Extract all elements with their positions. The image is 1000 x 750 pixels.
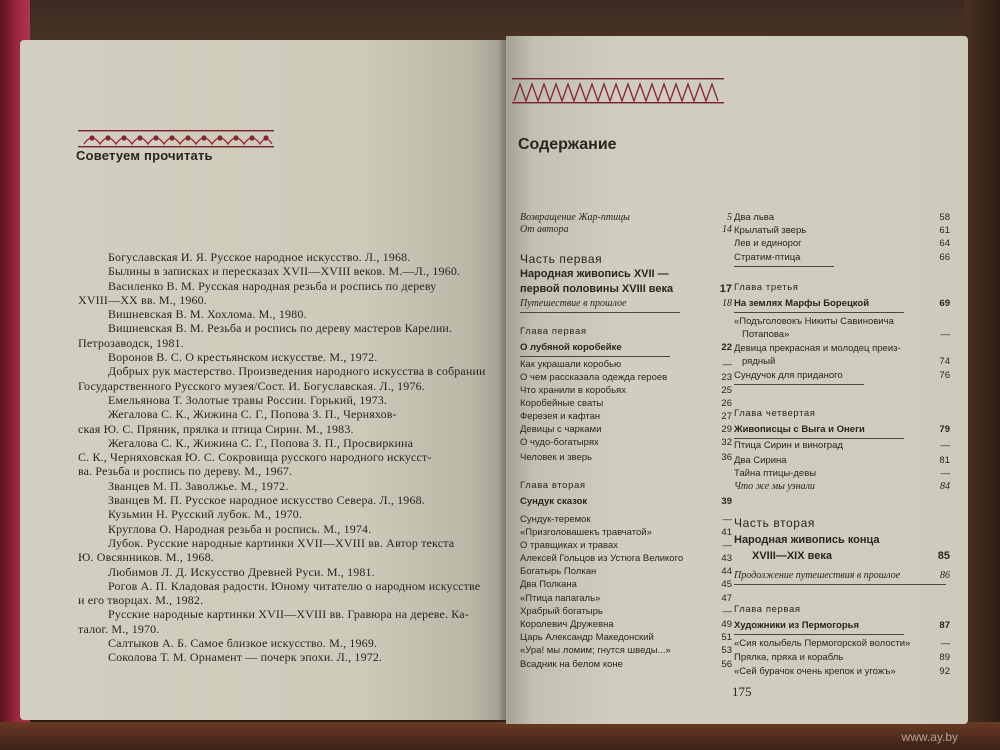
bibliography-line: Жегалова С. К., Жижина С. Г., Попова З. П., Просвиркина [108,435,414,450]
toc-entry-page: — [722,514,732,525]
toc-entry-title: Девица прекрасная и молодец преиз- [734,343,901,354]
toc-entry-title: рядный [742,356,776,367]
toc-entry-title: Ферезея и кафтан [520,411,601,422]
toc-entry-page: 51 [721,632,732,643]
toc-entry-page: 43 [721,553,732,564]
toc-entry-page: 39 [721,496,732,507]
toc-entry-title: Что же мы узнали [734,481,815,492]
toc-entry-page: 76 [939,370,950,381]
toc-entry-page: — [940,468,950,479]
toc-entry-title: Девицы с чарками [520,424,602,435]
toc-entry-title: «Подъголовокъ Никиты Савиновича [734,316,894,327]
toc-divider [734,438,904,439]
toc-entry-page: 58 [939,212,950,223]
toc-entry-title: «Сей бурачок очень крепок и угожъ» [734,666,896,677]
bibliography-line: Кузьмин Н. Русский лубок. М., 1970. [108,507,303,522]
bibliography-line: Русские народные картинки XVII—XVIII вв. Гравюра на дереве. Ка- [108,607,469,622]
toc-entry-title: Продолжение путешествия в прошлое [734,570,901,581]
toc-entry-title: Сундук-теремок [520,514,591,525]
toc-entry-title: «Ура! мы ломим; гнутся шведы...» [520,645,671,656]
toc-entry-page: 5 [727,212,732,223]
bibliography-line: ва. Резьба и роспись по дереву. М., 1967. [78,464,293,479]
bibliography-line: Лубок. Русские народные картинки XVII—XVIII вв. Автор текста [108,535,455,550]
toc-entry-title: О травщиках и травах [520,540,618,551]
toc-entry-title: Тайна птицы-девы [734,468,817,479]
toc-entry-title: Глава первая [734,604,801,615]
toc-entry-title: Всадник на белом коне [520,659,623,670]
toc-entry-page: 47 [721,593,732,604]
left-page [20,40,506,720]
toc-entry-title: «Призголовашекъ травчатой» [520,527,652,538]
book-cover-bottom [0,722,1000,750]
toc-entry-title: Два Сирина [734,455,787,466]
toc-entry-page: 81 [939,455,950,466]
bibliography-line: Званцев М. П. Русское народное искусство Севера. Л., 1968. [108,493,425,508]
toc-entry-title: О чудо-богатырях [520,437,599,448]
bibliography-line: Емельянова Т. Золотые травы России. Горький, 1973. [108,392,388,407]
bibliography-line: Василенко В. М. Русская народная резьба и роспись по дереву [108,278,437,293]
toc-entry-title: Коробейные сваты [520,398,604,409]
bibliography-line: Любимов Л. Д. Искусство Древней Руси. М., 1981. [108,564,375,579]
toc-entry-title: Что хранили в коробьях [520,385,626,396]
page-number: 175 [732,684,752,699]
toc-divider [520,356,670,357]
toc-entry-title: Народная живопись конца [734,534,880,546]
toc-entry-page: — [940,638,950,649]
right-page [506,36,968,724]
toc-entry-title: На землях Марфы Борецкой [734,298,870,309]
toc-entry-title: Глава первая [520,326,587,337]
toc-divider [520,312,680,313]
toc-entry-title: Глава четвертая [734,408,816,419]
toc-entry-title: Глава третья [734,282,799,293]
toc-entry-page: 22 [721,342,732,353]
ornament-band-icon [78,88,274,150]
bibliography-line: Жегалова С. К., Жижина С. Г., Попова З. П., Черняхов- [108,407,397,422]
toc-entry-page: 86 [940,570,950,581]
toc-entry-title: Глава вторая [520,480,586,491]
toc-entry-page: 53 [721,645,732,656]
toc-entry-page: 44 [721,566,732,577]
toc-entry-title: Два Полкана [520,579,577,590]
toc-entry-page: 27 [721,411,732,422]
toc-entry-page: — [722,540,732,551]
bibliography-line: Богуславская И. Я. Русское народное искусство. Л., 1968. [108,250,411,264]
toc-entry-title: Богатырь Полкан [520,566,597,577]
toc-entry-title: «Сия колыбель Пермогорской волости» [734,638,911,649]
bibliography-line: С. К., Черняховская Ю. С. Сокровища русского народного искусст- [78,450,432,465]
toc-entry-title: Храбрый богатырь [520,606,603,617]
toc-entry-title: Художники из Пермогорья [734,620,860,631]
toc-entry-title: Часть вторая [734,516,815,530]
toc-entry-title: Алексей Гольцов из Устюга Великого [520,553,684,564]
toc-entry-page: 87 [939,620,950,631]
watermark: www.ay.by [901,730,958,744]
toc-entry-title: Сундук сказок [520,496,588,507]
toc-divider [734,584,946,585]
bibliography-line: Званцев М. П. Заволжье. М., 1972. [108,478,289,493]
bibliography-line: Добрых рук мастерство. Произведения народного искусства в собрании [108,364,486,379]
toc-entry-page: 41 [721,527,732,538]
toc-entry-title: Крылатый зверь [734,225,807,236]
bibliography-line: талог. М., 1970. [78,621,160,636]
toc-entry-title: Стратим-птица [734,252,801,263]
bibliography-list [78,250,498,665]
toc-entry-title: От автора [520,224,569,235]
bibliography-line: Салтыков А. Б. Самое близкое искусство. М., 1969. [108,636,378,651]
toc-entry-title: первой половины XVIII века [520,283,674,295]
toc-entry-page: 66 [939,252,950,263]
toc-entry-title: Как украшали коробью [520,359,622,370]
toc-entry-page: 79 [939,424,950,435]
toc-entry-title: Живописцы с Выга и Онеги [734,424,865,435]
toc-entry-page: 89 [939,652,950,663]
toc-entry-title: Потапова» [742,329,790,340]
toc-entry-page: 69 [939,298,950,309]
page-heading: Советуем прочитать [76,148,213,163]
toc-title: Содержание [518,136,617,153]
toc-entry-page: 36 [721,452,732,463]
toc-entry-title: XVIII—XIX века [752,550,832,562]
toc-entry-page: — [940,329,950,340]
toc-entry-page: 45 [721,579,732,590]
bibliography-line: Вишневская В. М. Резьба и роспись по дереву мастеров Карелии. [108,321,453,336]
toc-entry-title: Человек и зверь [520,452,593,463]
bibliography-line: ская Ю. С. Пряник, прялка и птица Сирин. М., 1983. [78,421,354,436]
toc-entry-title: Царь Александр Македонский [520,632,654,643]
toc-entry-title: О чем рассказала одежда героев [520,372,668,383]
toc-entry-title: Лев и единорог [734,238,802,249]
toc-entry-page: — [722,359,732,370]
toc-divider [734,634,904,635]
bibliography-line: XVIII—XX вв. М., 1960. [78,292,207,307]
toc-entry-title: Королевич Дружевна [520,619,614,630]
toc-entry-title: Сундучок для приданого [734,370,843,381]
toc-entry-page: 25 [721,385,732,396]
bibliography-line: Ю. Овсянников. М., 1968. [78,550,214,565]
bibliography-line: Воронов В. С. О крестьянском искусстве. М., 1972. [108,350,378,365]
toc-entry-page: 49 [721,619,732,630]
toc-entry-page: 26 [721,398,732,409]
book-cover-edge-right [964,0,1000,750]
toc-entry-page: 32 [721,437,732,448]
toc-entry-page: 61 [939,225,950,236]
bibliography-line: Былины в записках и пересказах XVII—XVIII веков. М.—Л., 1960. [108,264,461,279]
toc-entry-page: — [940,440,950,451]
toc-divider [734,266,834,267]
bibliography-line: Соколова Т. М. Орнамент — почерк эпохи. Л., 1972. [108,650,383,665]
toc-entry-title: Прялка, пряха и корабль [734,652,844,663]
toc-entry-title: «Птица папагаль» [520,593,601,604]
toc-entry-page: 74 [939,356,950,367]
toc-entry-page: 14 [722,224,732,235]
toc-divider [734,312,904,313]
toc-entry-page: 85 [937,550,950,562]
bibliography-line: Рогов А. П. Кладовая радости. Юному читателю о народном искусстве [108,578,481,593]
toc-entry-title: Два льва [734,212,775,223]
toc-entry-page: 17 [719,283,732,295]
toc-entry-page: 23 [721,372,732,383]
toc-entry-page: 92 [939,666,950,677]
toc-entry-page: 29 [721,424,732,435]
toc-divider [734,384,864,385]
bibliography-line: Вишневская В. М. Хохлома. М., 1980. [108,307,307,322]
bibliography-line: Петрозаводск, 1981. [78,335,184,350]
bibliography-line: Государственного Русского музея/Сост. И. Богуславская. Л., 1976. [78,378,425,393]
toc-entry-page: 84 [940,481,950,492]
toc-entry-page: 64 [939,238,950,249]
toc-entry-page: — [722,606,732,617]
toc-entry-title: Путешествие в прошлое [520,298,627,309]
toc-entry-title: О лубяной коробейке [520,342,622,353]
toc-entry-page: 18 [722,298,732,309]
toc-entry-title: Часть первая [520,252,603,266]
toc-entry-page: 56 [721,659,732,670]
bibliography-line: Круглова О. Народная резьба и роспись. М., 1974. [108,521,372,536]
toc-entry-title: Птица Сирин и виноград [734,440,843,451]
toc-entry-title: Возвращение Жар-птицы [520,212,630,223]
ornament-band-icon [512,72,724,106]
bibliography-line: и его творцах. М., 1982. [78,593,204,608]
toc-entry-title: Народная живопись XVII — [520,268,669,280]
